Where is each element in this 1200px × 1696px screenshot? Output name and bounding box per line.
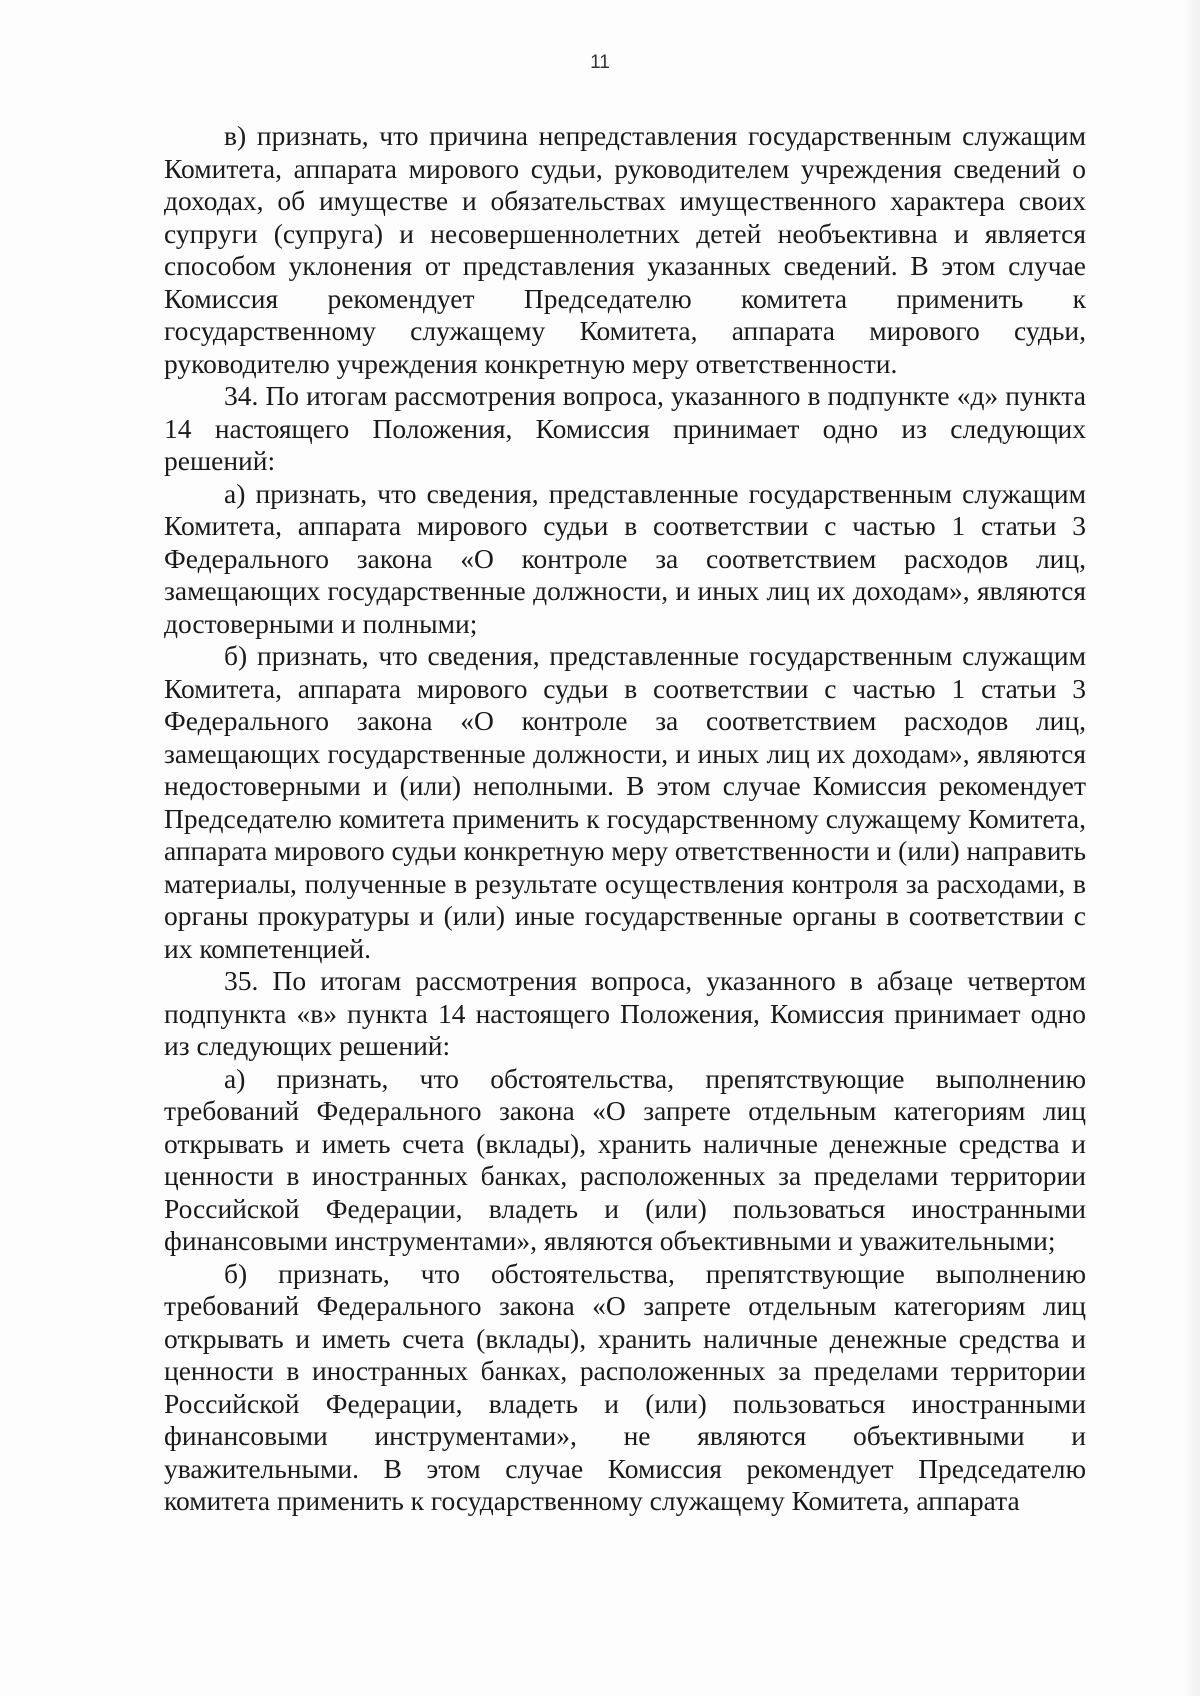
- paragraph-34: 34. По итогам рассмотрения вопроса, указанного в подпункте «д» пункта 14 настоящего Положения, Комиссия принимает одно из следующих решений:: [164, 380, 1086, 476]
- paragraph-35: 35. По итогам рассмотрения вопроса, указанного в абзаце четвертом подпункта «в» пункта 14 настоящего Положения, Комиссия принимает одно из следующих решений:: [164, 965, 1086, 1061]
- paragraph-34-b: б) признать, что сведения, представленные государственным служащим Комитета, аппарата мирового судьи в соответствии с частью 1 статьи 3 Федерального закона «О контроле за соответствием расходов лиц, замещающих государственные должности, и иных лиц их доходам», являются недостоверными и (или) неполными. В этом случае Комиссия рекомендует Председателю комитета применить к государственному служащему Комитета, аппарата мирового судьи конкретную меру ответственности и (или) направить материалы, полученные в результате осуществления контроля за расходами, в органы прокуратуры и (или) иные государственные органы в соответствии с их компетенцией.: [164, 640, 1086, 964]
- paragraph-35-a: а) признать, что обстоятельства, препятствующие выполнению требований Федерального закона «О запрете отдельным категориям лиц открывать и иметь счета (вклады), хранить наличные денежные средства и ценности в иностранных банках, расположенных за пределами территории Российской Федерации, владеть и (или) пользоваться иностранными финансовыми инструментами», являются объективными и уважительными;: [164, 1062, 1086, 1256]
- page-edge-shadow: [1182, 0, 1200, 1696]
- paragraph-33-v: в) признать, что причина непредставления государственным служащим Комитета, аппарата мирового судьи, руководителем учреждения сведений о доходах, об имуществе и обязательствах имущественного характера своих супруги (супруга) и несовершеннолетних детей необъективна и является способом уклонения от представления указанных сведений. В этом случае Комиссия рекомендует Председателю комитета применить к государственному служащему Комитета, аппарата мирового судьи, руководителю учреждения конкретную меру ответственности.: [164, 120, 1086, 379]
- paragraph-34-a: а) признать, что сведения, представленные государственным служащим Комитета, аппарата мирового судьи в соответствии с частью 1 статьи 3 Федерального закона «О контроле за соответствием расходов лиц, замещающих государственные должности, и иных лиц их доходам», являются достоверными и полными;: [164, 477, 1086, 639]
- document-body: [164, 120, 1086, 1518]
- page-number: 11: [590, 52, 610, 73]
- paragraph-35-b: б) признать, что обстоятельства, препятствующие выполнению требований Федерального закона «О запрете отдельным категориям лиц открывать и иметь счета (вклады), хранить наличные денежные средства и ценности в иностранных банках, расположенных за пределами территории Российской Федерации, владеть и (или) пользоваться иностранными финансовыми инструментами», не являются объективными и уважительными. В этом случае Комиссия рекомендует Председателю комитета применить к государственному служащему Комитета, аппарата: [164, 1257, 1086, 1516]
